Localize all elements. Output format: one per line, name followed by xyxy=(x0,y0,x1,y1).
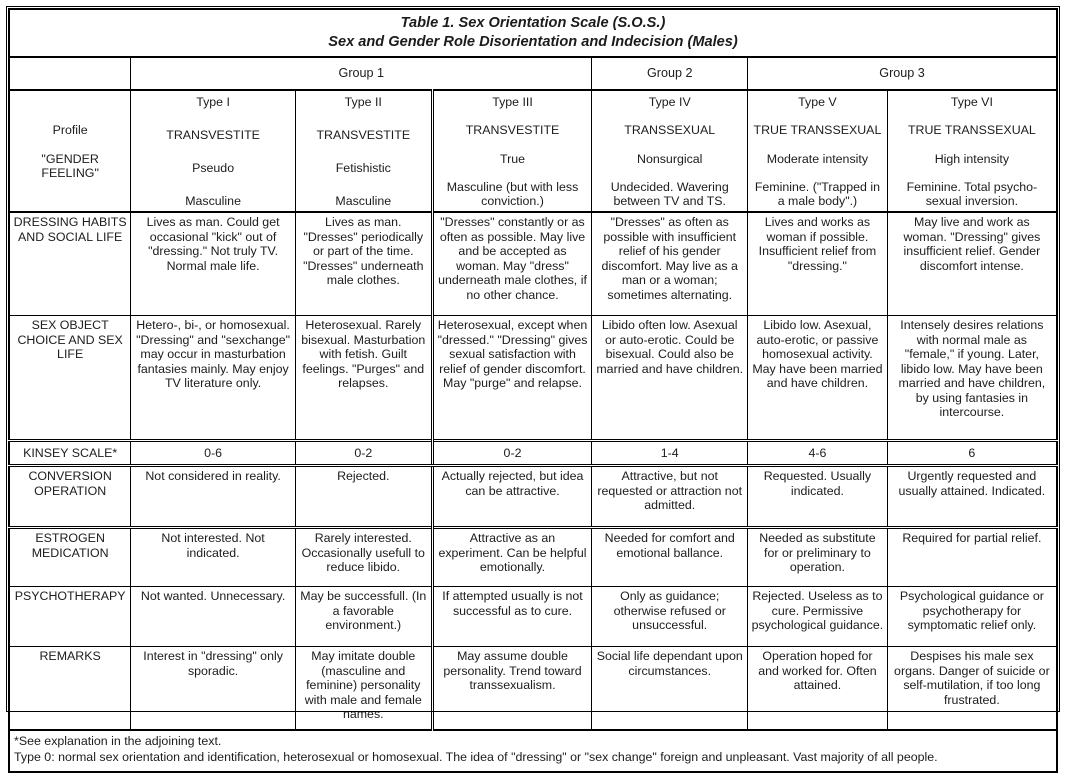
type-feeling: Masculine xyxy=(335,194,392,209)
table-cell: 0-6 xyxy=(131,441,296,466)
table-cell: May imitate double (masculine and feminine) personality with male and female names. xyxy=(295,647,432,731)
table-cell: Social life dependant upon circumstances. xyxy=(592,647,748,731)
table-cell: Lives as man. Could get occasional "kick" out of "dressing." Not truly TV. Normal male life. xyxy=(131,212,296,316)
table-cell: Attractive, but not requested or attraction not admitted. xyxy=(592,466,748,528)
group-2-header: Group 2 xyxy=(592,57,748,90)
group-header-row xyxy=(9,57,1057,90)
table-cell: Rejected. Useless as to cure. Permissive psychological guidance. xyxy=(748,587,888,647)
table-cell: Attractive as an experiment. Can be helpful emotionally. xyxy=(432,528,592,587)
table-title-line2: Sex and Gender Role Disorientation and Indecision (Males) xyxy=(328,34,738,50)
row-header-profile xyxy=(9,90,131,212)
row-header-estrogen-medication: ESTROGEN MEDICATION xyxy=(9,528,131,587)
type-feeling: Masculine xyxy=(185,194,241,209)
kinsey-scale-row xyxy=(9,441,1057,466)
table-cell: 4-6 xyxy=(748,441,888,466)
type-variant: True xyxy=(499,151,526,166)
table-cell: Intensely desires relations with normal male as "female," if young. Later, libido low. May have been married and have children, by using fantasies in intercourse. xyxy=(887,316,1057,441)
row-header-dressing-habits: DRESSING HABITS AND SOCIAL LIFE xyxy=(9,212,131,316)
type-category: TRANSVESTITE xyxy=(465,123,560,138)
sex-orientation-scale-table xyxy=(8,8,1058,773)
table-cell: Only as guidance; otherwise refused or unsuccessful. xyxy=(592,587,748,647)
profile-label: Profile xyxy=(52,123,88,138)
type-label: Type V xyxy=(798,95,837,109)
profile-type-2 xyxy=(295,90,432,212)
table-cell: Hetero-, bi-, or homosexual. "Dressing" and "sexchange" may occur in masturbation fantasies mainly. May enjoy TV literature only. xyxy=(131,316,296,441)
row-header-sex-object: SEX OBJECT CHOICE AND SEX LIFE xyxy=(9,316,131,441)
type-feeling: Feminine. Total psycho-sexual inversion. xyxy=(906,179,1038,209)
footnote-asterisk: *See explanation in the adjoining text. xyxy=(14,734,222,748)
table-cell: Heterosexual. Rarely bisexual. Masturbation with fetish. Guilt feelings. "Purges" and relapses. xyxy=(295,316,432,441)
table-cell: May assume double personality. Trend toward transsexualism. xyxy=(432,647,592,731)
table-cell: "Dresses" as often as possible with insufficient relief of his gender discomfort. May live as a man or a woman; sometimes alternating. xyxy=(592,212,748,316)
table-cell: Rejected. xyxy=(295,466,432,528)
table-cell: Requested. Usually indicated. xyxy=(748,466,888,528)
row-header-kinsey-scale: KINSEY SCALE* xyxy=(9,441,131,466)
table-cell: If attempted usually is not successful as to cure. xyxy=(432,587,592,647)
table-cell: 0-2 xyxy=(432,441,592,466)
type-feeling: Feminine. ("Trapped in a male body".) xyxy=(754,179,880,209)
table-cell: Needed for comfort and emotional ballance. xyxy=(592,528,748,587)
type-variant: Moderate intensity xyxy=(766,151,869,166)
dressing-habits-row xyxy=(9,212,1057,316)
type-label: Type VI xyxy=(950,95,993,109)
psychotherapy-row xyxy=(9,587,1057,647)
type-label: Type III xyxy=(492,95,533,109)
footnote-type0: Type 0: normal sex orientation and identification, heterosexual or homosexual. The idea of "dressing" or "sex change" foreign and unpleasant. Vast majority of all people. xyxy=(14,749,938,764)
table-cell: Needed as substitute for or preliminary to operation. xyxy=(748,528,888,587)
type-feeling: Masculine (but with less conviction.) xyxy=(446,179,579,209)
type-label: Type I xyxy=(196,95,230,109)
profile-type-5 xyxy=(748,90,888,212)
profile-type-4 xyxy=(592,90,748,212)
remarks-row xyxy=(9,647,1057,731)
table-cell: Lives and works as woman if possible. Insufficient relief from "dressing." xyxy=(748,212,888,316)
type-category: TRANSVESTITE xyxy=(166,128,260,143)
table-cell: Not considered in reality. xyxy=(131,466,296,528)
table-outer-frame xyxy=(6,6,1060,764)
table-cell: 6 xyxy=(887,441,1057,466)
footnote-row xyxy=(9,730,1057,772)
table-cell: Actually rejected, but idea can be attractive. xyxy=(432,466,592,528)
table-cell: 1-4 xyxy=(592,441,748,466)
row-header-psychotherapy: PSYCHOTHERAPY xyxy=(9,587,131,647)
type-category: TRUE TRANSSEXUAL xyxy=(907,123,1036,138)
type-variant: Fetishistic xyxy=(335,161,391,176)
profile-type-3 xyxy=(432,90,592,212)
profile-row xyxy=(9,90,1057,212)
table-cell: 0-2 xyxy=(295,441,432,466)
table-cell: May be successfull. (In a favorable environment.) xyxy=(295,587,432,647)
row-header-remarks: REMARKS xyxy=(9,647,131,731)
table-cell: Urgently requested and usually attained. Indicated. xyxy=(887,466,1057,528)
table-cell: Libido often low. Asexual or auto-erotic. Could be bisexual. Could also be married and have children. xyxy=(592,316,748,441)
type-label: Type II xyxy=(344,95,382,109)
table-cell: Interest in "dressing" only sporadic. xyxy=(131,647,296,731)
estrogen-medication-row xyxy=(9,528,1057,587)
table-title-line1: Table 1. Sex Orientation Scale (S.O.S.) xyxy=(400,15,666,32)
footnotes xyxy=(9,730,1057,772)
group-header-corner xyxy=(9,57,131,90)
type-variant: Nonsurgical xyxy=(637,151,703,166)
table-title xyxy=(9,9,1057,57)
row-header-conversion-operation: CONVERSION OPERATION xyxy=(9,466,131,528)
table-cell: Not interested. Not indicated. xyxy=(131,528,296,587)
profile-type-1 xyxy=(131,90,296,212)
group-3-header: Group 3 xyxy=(748,57,1057,90)
table-cell: Libido low. Asexual, auto-erotic, or passive homosexual activity. May have been married and have children. xyxy=(748,316,888,441)
group-1-header: Group 1 xyxy=(131,57,592,90)
table-cell: Not wanted. Unnecessary. xyxy=(131,587,296,647)
type-variant: Pseudo xyxy=(192,161,235,176)
table-cell: Required for partial relief. xyxy=(887,528,1057,587)
table-cell: Lives as man. "Dresses" periodically or part of the time. "Dresses" underneath male clothes. xyxy=(295,212,432,316)
profile-type-6 xyxy=(887,90,1057,212)
table-cell: Despises his male sex organs. Danger of suicide or self-mutilation, if too long frustrated. xyxy=(887,647,1057,731)
type-label: Type IV xyxy=(648,95,691,109)
type-feeling: Undecided. Wavering between TV and TS. xyxy=(610,179,729,209)
conversion-operation-row xyxy=(9,466,1057,528)
type-category: TRANSSEXUAL xyxy=(624,123,716,138)
table-cell: Psychological guidance or psychotherapy for symptomatic relief only. xyxy=(887,587,1057,647)
table-cell: Rarely interested. Occasionally usefull to reduce libido. xyxy=(295,528,432,587)
table-cell: Heterosexual, except when "dressed." "Dressing" gives sexual satisfaction with relief of gender discomfort. May "purge" and relapse. xyxy=(432,316,592,441)
gender-feeling-label: "GENDER FEELING" xyxy=(41,151,99,181)
sex-object-row xyxy=(9,316,1057,441)
title-row xyxy=(9,9,1057,57)
type-category: TRANSVESTITE xyxy=(316,128,411,143)
table-cell: Operation hoped for and worked for. Often attained. xyxy=(748,647,888,731)
type-category: TRUE TRANSSEXUAL xyxy=(753,123,882,138)
type-variant: High intensity xyxy=(934,151,1010,166)
table-cell: "Dresses" constantly or as often as possible. May live and be accepted as woman. May "dress" underneath male clothes, if no other chance. xyxy=(432,212,592,316)
table-cell: May live and work as woman. "Dressing" gives insufficient relief. Gender discomfort intense. xyxy=(887,212,1057,316)
